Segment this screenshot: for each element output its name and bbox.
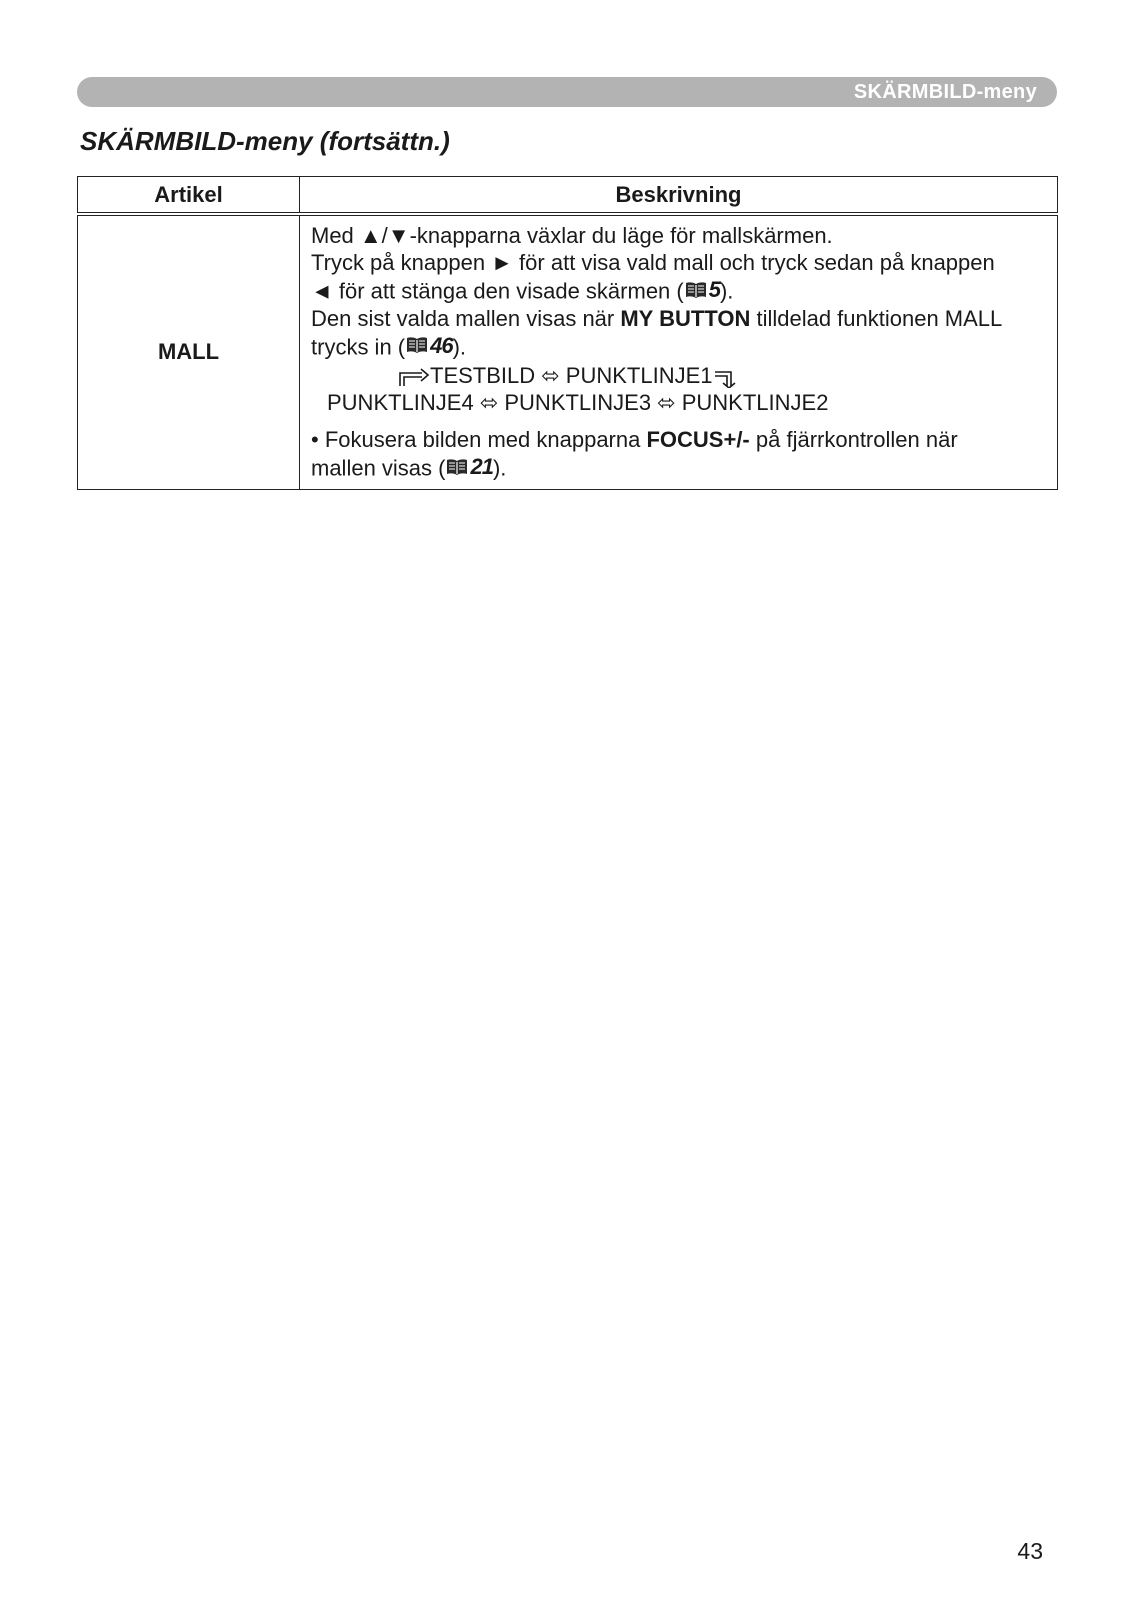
cycle-row-1 <box>311 362 1047 389</box>
description-line-1: Med ▲/▼-knapparna växlar du läge för mallskärmen. <box>311 223 833 248</box>
focus-button-label: FOCUS+/- <box>646 427 750 452</box>
table-row <box>78 214 1058 489</box>
my-button-label: MY BUTTON <box>620 305 751 331</box>
page-reference: 46 <box>405 332 452 359</box>
focus-note-line-2: mallen visas ( 21 ). <box>311 454 507 481</box>
loop-start-arrow-icon <box>396 364 430 388</box>
cycle-row-1-text: TESTBILD ⬄ PUNKTLINJE1 <box>430 363 713 388</box>
running-header-title: SKÄRMBILD-meny <box>853 81 1037 103</box>
description-line-2: Tryck på knappen ► för att visa vald mall och tryck sedan på knappen <box>311 250 995 275</box>
template-cycle-diagram <box>311 362 1047 416</box>
menu-table <box>77 176 1058 490</box>
book-icon <box>684 281 708 299</box>
page-reference: 5 <box>684 276 720 303</box>
description-line-5: trycks in ( 46 ). <box>311 332 467 359</box>
page-reference: 21 <box>445 453 492 480</box>
running-header-bar <box>77 77 1057 107</box>
loop-end-arrow-icon <box>713 364 737 388</box>
book-icon <box>405 336 429 354</box>
column-header-item: Artikel <box>78 177 300 215</box>
column-header-description: Beskrivning <box>300 177 1058 215</box>
description-line-3: ◄ för att stänga den visade skärmen ( 5 ). <box>311 277 734 304</box>
focus-note-line-1: • Fokusera bilden med knapparna FOCUS+/- på fjärrkontrollen när <box>311 427 958 452</box>
page-number: 43 <box>1017 1538 1043 1564</box>
item-cell-mall: MALL <box>78 214 300 489</box>
section-title: SKÄRMBILD-meny (fortsättn.) <box>80 126 450 156</box>
cycle-row-2: PUNKTLINJE4 ⬄ PUNKTLINJE3 ⬄ PUNKTLINJE2 <box>327 390 829 415</box>
description-line-4: Den sist valda mallen visas när MY BUTTON tilldelad funktionen MALL <box>311 305 1003 331</box>
table-header-row <box>78 177 1058 215</box>
description-cell <box>300 214 1058 489</box>
book-icon <box>445 458 469 476</box>
